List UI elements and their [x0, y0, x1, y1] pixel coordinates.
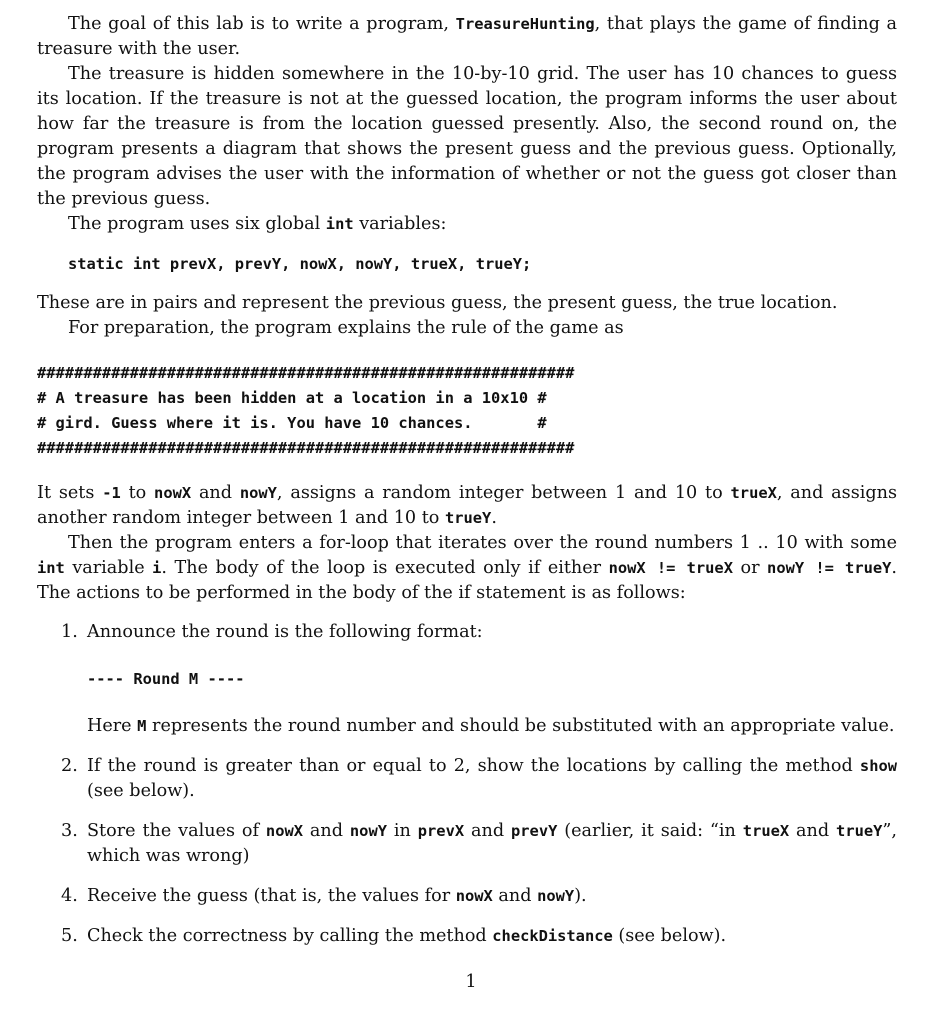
paragraph-variables: The program uses six global int variables:: [68, 214, 447, 234]
list-item: 4. Receive the guess (that is, the values for nowX and nowY).: [61, 886, 587, 906]
paragraph-preparation: For preparation, the program explains the rule of the game as: [68, 318, 624, 338]
list-item: 1. Announce the round is the following format: ---- Round M ---- Here M represents the round number and should be substituted with an appropriate value.: [37, 620, 897, 739]
paragraph-initialization: It sets -1 to nowX and nowY, assigns a random integer between 1 and 10 to trueX, and assigns another random integer between 1 and 10 to trueY.: [37, 483, 897, 528]
paragraph-pairs: These are in pairs and represent the previous guess, the present guess, the true location.: [37, 293, 838, 313]
list-item: 3. Store the values of nowX and nowY in prevX and prevY (earlier, it said: “in trueX and trueY”, which was wrong): [61, 821, 897, 866]
steps-list: [37, 620, 897, 949]
round-note: Here M represents the round number and should be substituted with an appropriate value.: [87, 716, 895, 736]
round-format-code: ---- Round M ----: [87, 670, 245, 688]
paragraph-rules: The treasure is hidden somewhere in the 10-by-10 grid. The user has 10 chances to guess its location. If the treasure is not at the guessed location, the program informs the user about how far the treasure is from the location guessed presently. Also, the second round on, the program presents a diagram that shows the present guess and the previous guess. Optionally, the program advises the user with the information of whether or not the guess got closer than the previous guess.: [37, 64, 897, 209]
paragraph-intro: The goal of this lab is to write a program, TreasureHunting, that plays the game of finding a treasure with the user.: [37, 14, 897, 59]
list-item: 2. If the round is greater than or equal to 2, show the locations by calling the method show (see below).: [61, 756, 897, 801]
rule-banner: ########################################################## # A treasure has been hidden at a location in a 10x10 # # gird. Guess where it is. You have 10 chances. # ##########################################################: [37, 364, 575, 457]
variable-declaration-code: static int prevX, prevY, nowX, nowY, trueX, trueY;: [68, 255, 532, 273]
list-item: 5. Check the correctness by calling the method checkDistance (see below).: [61, 926, 727, 946]
program-name: TreasureHunting: [455, 15, 595, 33]
document-page: [37, 12, 897, 964]
paragraph-loop: Then the program enters a for-loop that iterates over the round numbers 1 .. 10 with some int variable i. The body of the loop is executed only if either nowX != trueX or nowY != trueY. The actions to be performed in the body of the if statement is as follows:: [37, 533, 897, 603]
page-number: 1: [465, 972, 477, 992]
